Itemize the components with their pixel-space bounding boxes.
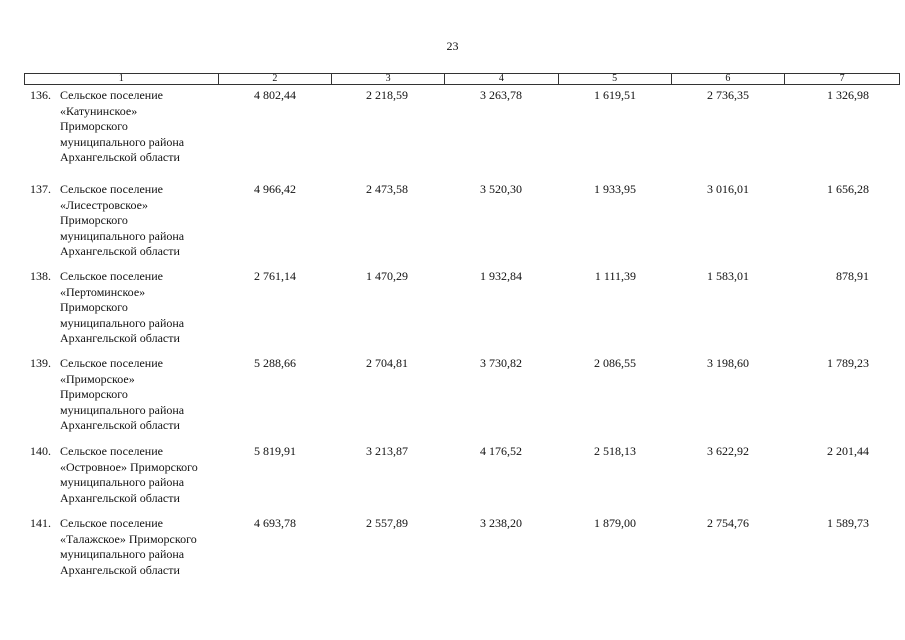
table-row: [24, 88, 900, 166]
value-col-5: 1 111,39: [594, 269, 636, 283]
settlement-name: [60, 444, 218, 506]
row-number: 136.: [30, 88, 51, 102]
value-col-4: 3 520,30: [480, 182, 522, 196]
column-header-3: 3: [332, 74, 445, 84]
value-col-2: 4 802,44: [254, 88, 296, 102]
column-header-1: 1: [25, 74, 219, 84]
value-col-3: 1 470,29: [366, 269, 408, 283]
column-header-2: 2: [219, 74, 333, 84]
settlement-name-line: муниципального района: [60, 402, 185, 417]
value-col-2: 4 966,42: [254, 182, 296, 196]
value-col-6: 3 016,01: [707, 182, 749, 196]
value-col-7: 1 789,23: [827, 356, 869, 370]
settlement-name: [60, 182, 218, 260]
value-col-6: 2 754,76: [707, 516, 749, 530]
value-col-5: 1 933,95: [594, 182, 636, 196]
value-col-4: 1 932,84: [480, 269, 522, 283]
settlement-name: [60, 269, 218, 347]
settlement-name-line: Архангельской области: [60, 150, 180, 164]
column-header-5: 5: [559, 74, 672, 84]
row-number: 141.: [30, 516, 51, 530]
value-col-3: 3 213,87: [366, 444, 408, 458]
value-col-2: 5 288,66: [254, 356, 296, 370]
settlement-name-line: Сельское поселение: [60, 444, 163, 458]
settlement-name-line: Приморского: [60, 387, 128, 401]
column-header-6: 6: [672, 74, 786, 84]
settlement-name-line: муниципального района: [60, 547, 185, 561]
value-col-3: 2 704,81: [366, 356, 408, 370]
value-col-3: 2 218,59: [366, 88, 408, 102]
row-number: 140.: [30, 444, 51, 458]
settlement-name-line: Приморского: [60, 213, 128, 227]
settlement-name-line: Сельское поселение: [60, 182, 163, 196]
value-col-3: 2 473,58: [366, 182, 408, 196]
row-number: 138.: [30, 269, 51, 283]
value-col-5: 2 086,55: [594, 356, 636, 370]
value-col-7: 1 656,28: [827, 182, 869, 196]
value-col-6: 3 622,92: [707, 444, 749, 458]
value-col-2: 4 693,78: [254, 516, 296, 530]
settlement-name-line: Архангельской области: [60, 331, 180, 345]
value-col-4: 3 238,20: [480, 516, 522, 530]
table-header-row: [24, 73, 900, 85]
settlement-name-line: «Катунинское»: [60, 103, 138, 118]
settlement-name-line: Сельское поселение: [60, 516, 163, 530]
table-row: [24, 356, 900, 434]
settlement-name-line: «Островное» Приморского: [60, 459, 198, 474]
settlement-name-line: Архангельской области: [60, 562, 180, 577]
value-col-4: 3 263,78: [480, 88, 522, 102]
value-col-4: 4 176,52: [480, 444, 522, 458]
settlement-name-line: «Пертоминское»: [60, 284, 146, 299]
settlement-name-line: «Приморское»: [60, 371, 135, 386]
settlement-name-line: муниципального района: [60, 315, 185, 330]
value-col-7: 878,91: [836, 269, 869, 283]
column-header-7: 7: [839, 73, 845, 84]
settlement-name: [60, 516, 218, 578]
table-row: [24, 182, 900, 260]
table-row: [24, 444, 900, 506]
settlement-name-line: Приморского: [60, 300, 128, 314]
settlement-name-line: Приморского: [60, 119, 128, 133]
settlement-name-line: муниципального района: [60, 228, 185, 243]
settlement-name: [60, 356, 218, 434]
value-col-6: 3 198,60: [707, 356, 749, 370]
value-col-2: 2 761,14: [254, 269, 296, 283]
value-col-6: 1 583,01: [707, 269, 749, 283]
table-row: [24, 516, 900, 578]
value-col-5: 1 619,51: [594, 88, 636, 102]
settlement-name-line: муниципального района: [60, 475, 185, 489]
column-header-4: 4: [445, 74, 559, 84]
value-col-2: 5 819,91: [254, 444, 296, 458]
value-col-5: 2 518,13: [594, 444, 636, 458]
value-col-6: 2 736,35: [707, 88, 749, 102]
settlement-name-line: муниципального района: [60, 134, 185, 149]
value-col-3: 2 557,89: [366, 516, 408, 530]
settlement-name-line: Архангельской области: [60, 490, 180, 505]
settlement-name-line: «Лисестровское»: [60, 197, 148, 212]
table-row: [24, 269, 900, 347]
settlement-name-line: «Талажское» Приморского: [60, 531, 197, 546]
page-number: 23: [446, 39, 459, 53]
value-col-7: 2 201,44: [827, 444, 869, 458]
value-col-4: 3 730,82: [480, 356, 522, 370]
settlement-name-line: Архангельской области: [60, 244, 180, 258]
settlement-name-line: Архангельской области: [60, 418, 180, 432]
value-col-5: 1 879,00: [594, 516, 636, 530]
value-col-7: 1 326,98: [827, 88, 869, 102]
settlement-name: [60, 88, 218, 166]
row-number: 139.: [30, 356, 51, 370]
value-col-7: 1 589,73: [827, 516, 869, 530]
settlement-name-line: Сельское поселение: [60, 88, 163, 102]
settlement-name-line: Сельское поселение: [60, 269, 163, 283]
row-number: 137.: [30, 182, 51, 196]
settlement-name-line: Сельское поселение: [60, 356, 163, 370]
